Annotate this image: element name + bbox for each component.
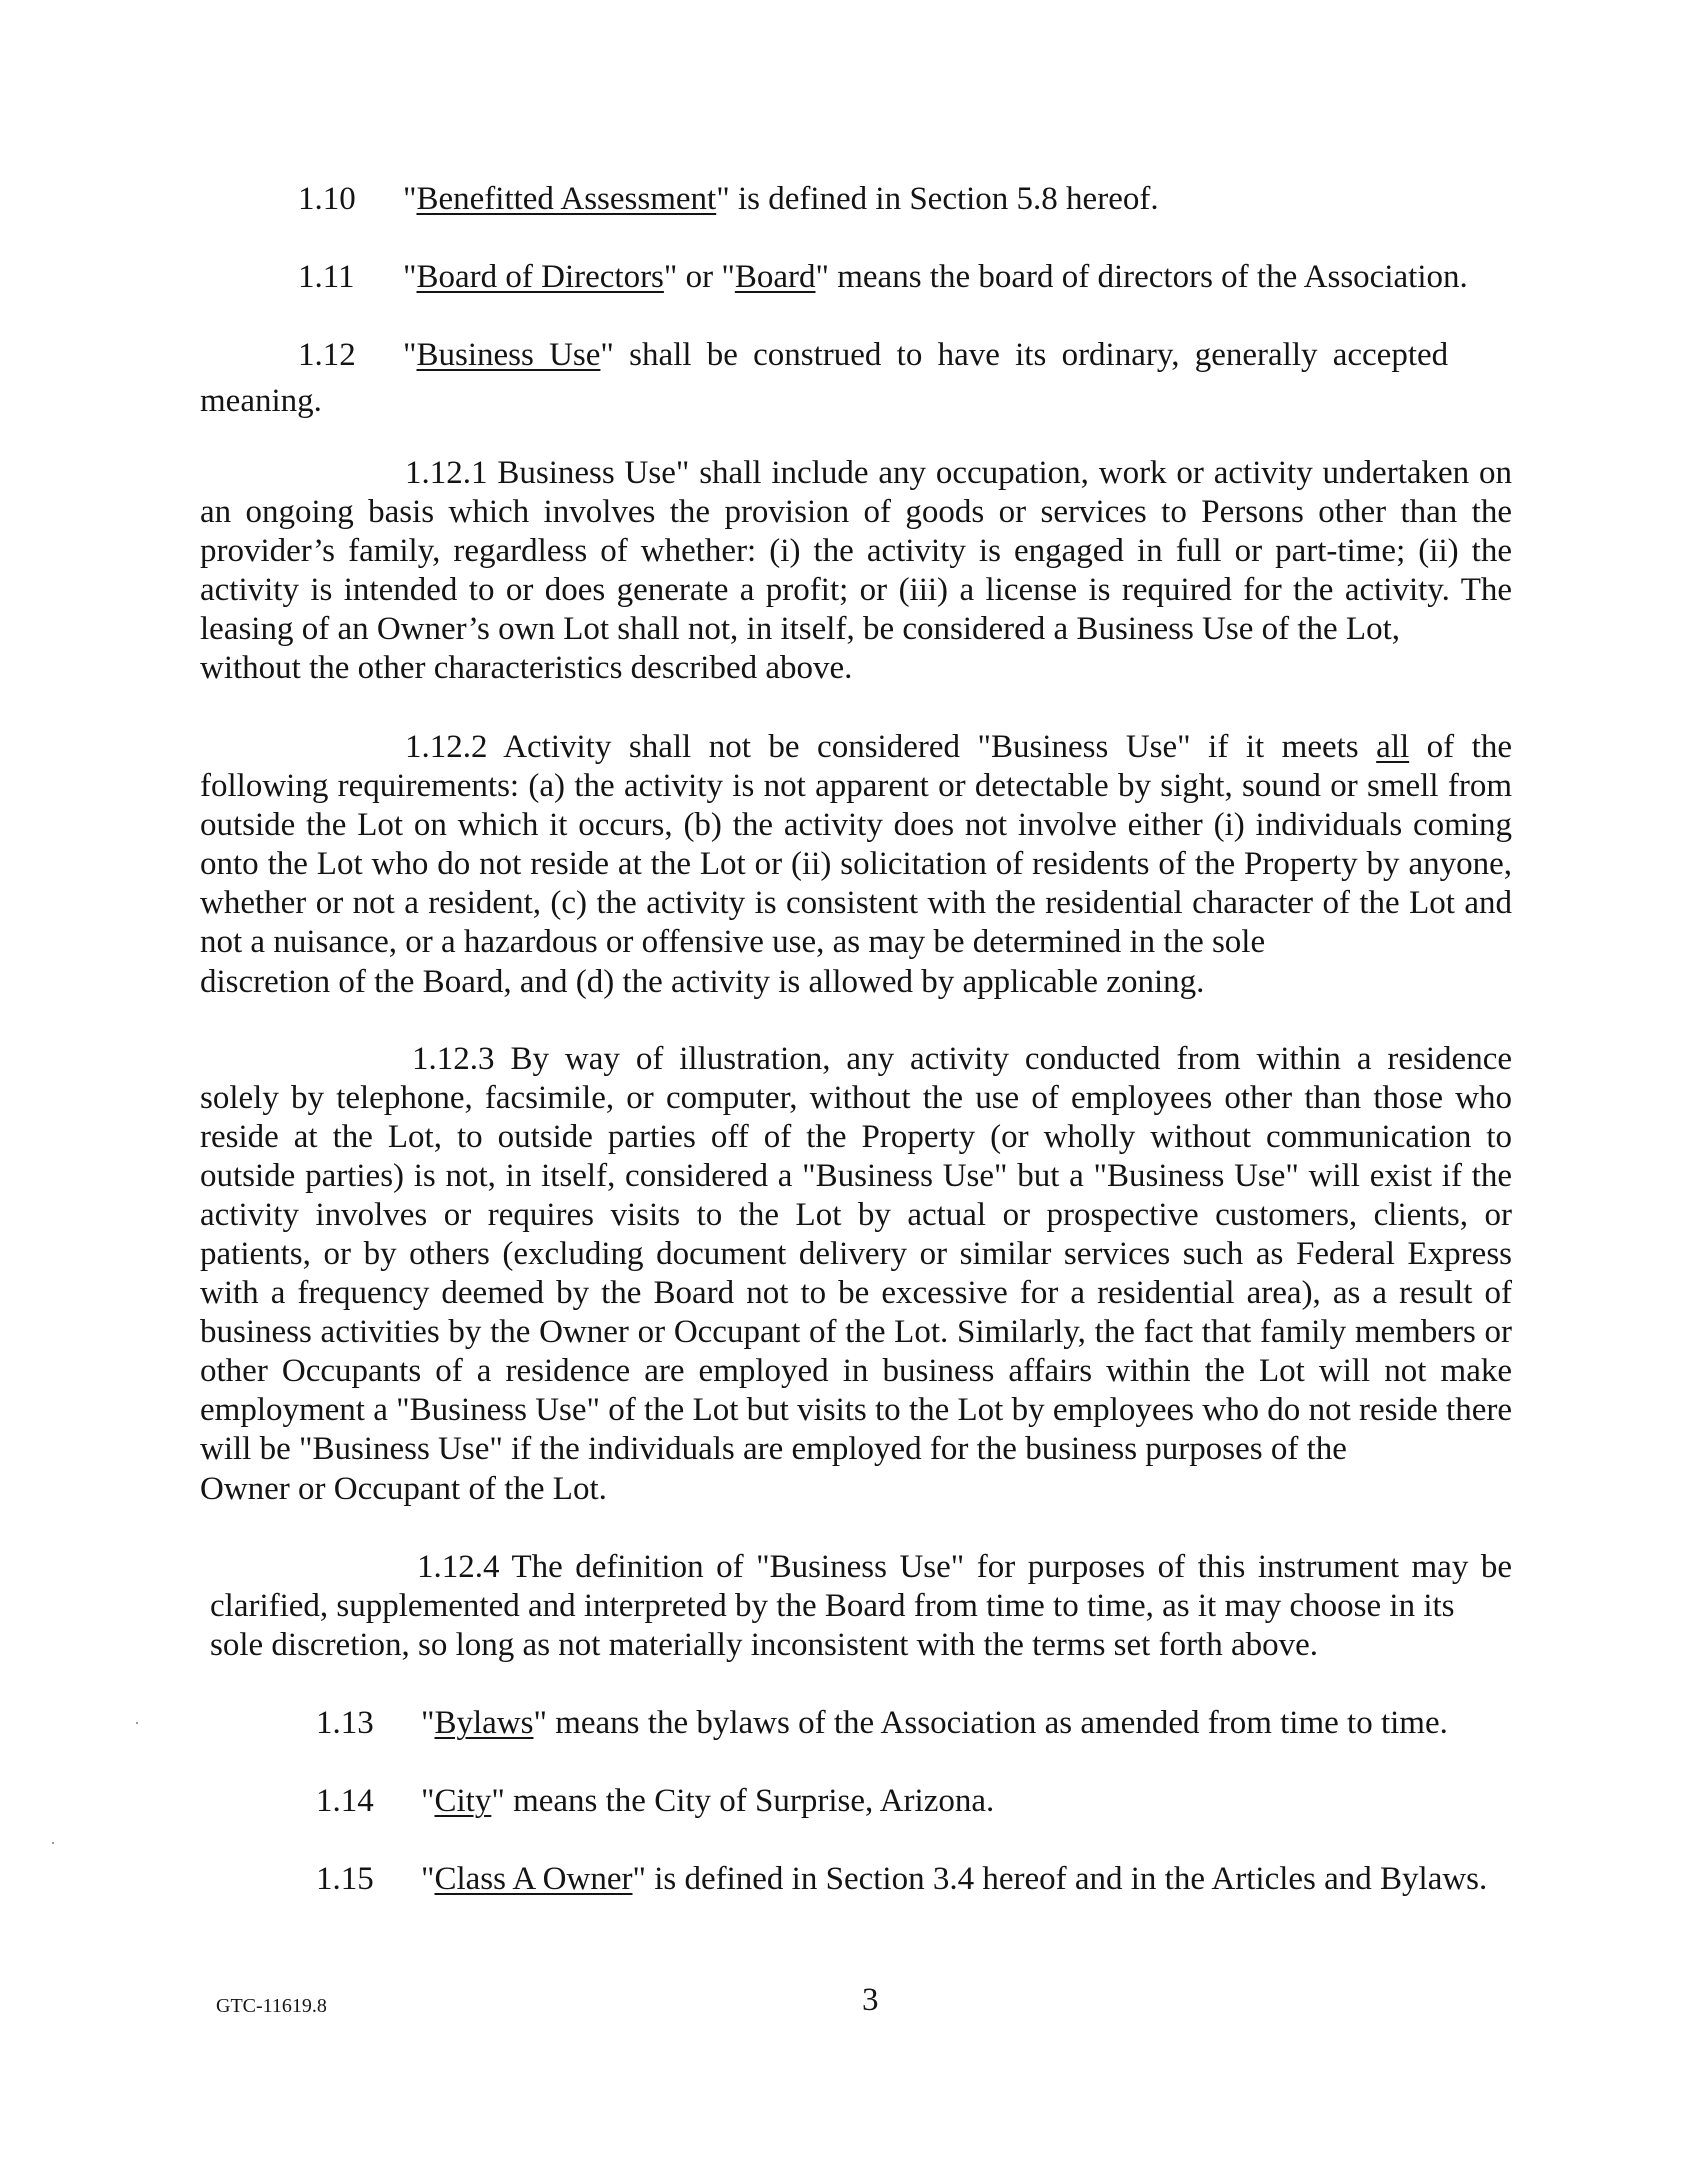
section-number: 1.15 <box>316 1861 374 1897</box>
defined-term: Board of Directors <box>416 259 664 295</box>
definition-text: shall be construed to have its ordinary, generally accepted <box>613 337 1449 373</box>
definition-1-14: 1.14 "City" means the City of Surprise, Arizona. <box>316 1783 995 1819</box>
page-number: 3 <box>862 1982 879 2018</box>
subsection-1-12-2-last-line: discretion of the Board, and (d) the activity is allowed by applicable zoning. <box>200 964 1205 1000</box>
definition-1-12-continuation: meaning. <box>200 383 322 419</box>
subsection-number: 1.12.3 <box>412 1041 495 1077</box>
document-code: GTC-11619.8 <box>216 1995 327 2017</box>
scan-speck <box>52 1842 54 1844</box>
defined-term: Benefitted Assessment <box>416 181 717 217</box>
subsection-number: 1.12.2 <box>405 729 488 765</box>
subsection-number: 1.12.4 <box>417 1549 500 1585</box>
section-number: 1.10 <box>298 181 356 217</box>
subsection-text: By way of illustration, any activity conducted from within a residence solely by telephone, facsimile, or computer, without the use of employees other than those who reside at the Lot, to outside parties off of the Property (or wholly without communication to outside parties) is not, in itself, considered a "Business Use" but a "Business Use" will exist if the activity involves or requires visits to the Lot by actual or prospective customers, clients, or patients, or by others (excluding document delivery or similar services such as Federal Express with a frequency deemed by the Board not to be excessive for a residential area), as a result of business activities by the Owner or Occupant of the Lot. Similarly, the fact that family members or other Occupants of a residence are employed in business affairs within the Lot will not make employment a "Business Use" of the Lot but visits to the Lot by employees who do not reside there will be "Business Use" if the individuals are employed for the business purposes of the <box>200 1041 1513 1467</box>
definition-1-12: 1.12 "Business Use" shall be construed to have its ordinary, generally accepted <box>298 337 1449 373</box>
scan-speck <box>136 1722 138 1724</box>
definition-1-10: 1.10 "Benefitted Assessment" is defined in Section 5.8 hereof. <box>298 181 1159 217</box>
definition-1-15: 1.15 "Class A Owner" is defined in Section 3.4 hereof and in the Articles and Bylaws. <box>316 1861 1488 1897</box>
subsection-1-12-4-last-line: sole discretion, so long as not materially inconsistent with the terms set forth above. <box>210 1627 1319 1663</box>
definition-1-13: 1.13 "Bylaws" means the bylaws of the Association as amended from time to time. <box>316 1705 1448 1741</box>
defined-term: Class A Owner <box>434 1861 633 1897</box>
subsection-number: 1.12.1 <box>405 455 488 491</box>
subsection-1-12-1 <box>200 454 1512 649</box>
definition-text: means the City of Surprise, Arizona. <box>504 1783 995 1819</box>
definition-text: is defined in Section 3.4 hereof and in the Articles and Bylaws. <box>645 1861 1488 1897</box>
definition-text: means the board of directors of the Association. <box>828 259 1468 295</box>
subsection-1-12-3 <box>200 1040 1512 1469</box>
section-number: 1.14 <box>316 1783 374 1819</box>
subsection-text: Business Use" shall include any occupation, work or activity undertaken on an ongoing basis which involves the provision of goods or services to Persons other than the provider’s family, regardless of whether: (i) the activity is engaged in full or part-time; (ii) the activity is intended to or does generate a profit; or (iii) a license is required for the activity. The leasing of an Owner’s own Lot shall not, in itself, be considered a Business Use of the Lot, <box>200 455 1513 647</box>
definition-text: is defined in Section 5.8 hereof. <box>729 181 1159 217</box>
subsection-1-12-2: 1.12.2 Activity shall not be considered "Business Use" if it meets all of the following requirements: (a) the activity is not apparent or detectable by sight, sound or smell from outside the Lot on which it occurs, (b) the activity does not involve either (i) individuals coming onto the Lot who do not reside at the Lot or (ii) solicitation of residents of the Property by anyone, whether or not a resident, (c) the activity is consistent with the residential character of the Lot and not a nuisance, or a hazardous or offensive use, as may be determined in the sole <box>200 729 1512 960</box>
section-number: 1.13 <box>316 1705 374 1741</box>
defined-term: Business Use <box>416 337 601 373</box>
subsection-1-12-3-last-line: Owner or Occupant of the Lot. <box>200 1471 607 1507</box>
definition-text: means the bylaws of the Association as amended from time to time. <box>546 1705 1448 1741</box>
emphasis-all: all <box>1376 729 1410 765</box>
subsection-1-12-1-last-line: without the other characteristics described above. <box>200 650 853 686</box>
defined-term: Bylaws <box>434 1705 534 1741</box>
defined-term: City <box>434 1783 492 1819</box>
section-number: 1.11 <box>298 259 355 295</box>
section-number: 1.12 <box>298 337 356 373</box>
definition-1-11: 1.11 "Board of Directors" or "Board" means the board of directors of the Association. <box>298 259 1468 295</box>
subsection-text: The definition of "Business Use" for purposes of this instrument may be clarified, supplemented and interpreted by the Board from time to time, as it may choose in its <box>210 1549 1512 1624</box>
defined-term: Board <box>734 259 816 295</box>
subsection-1-12-4 <box>210 1548 1512 1626</box>
